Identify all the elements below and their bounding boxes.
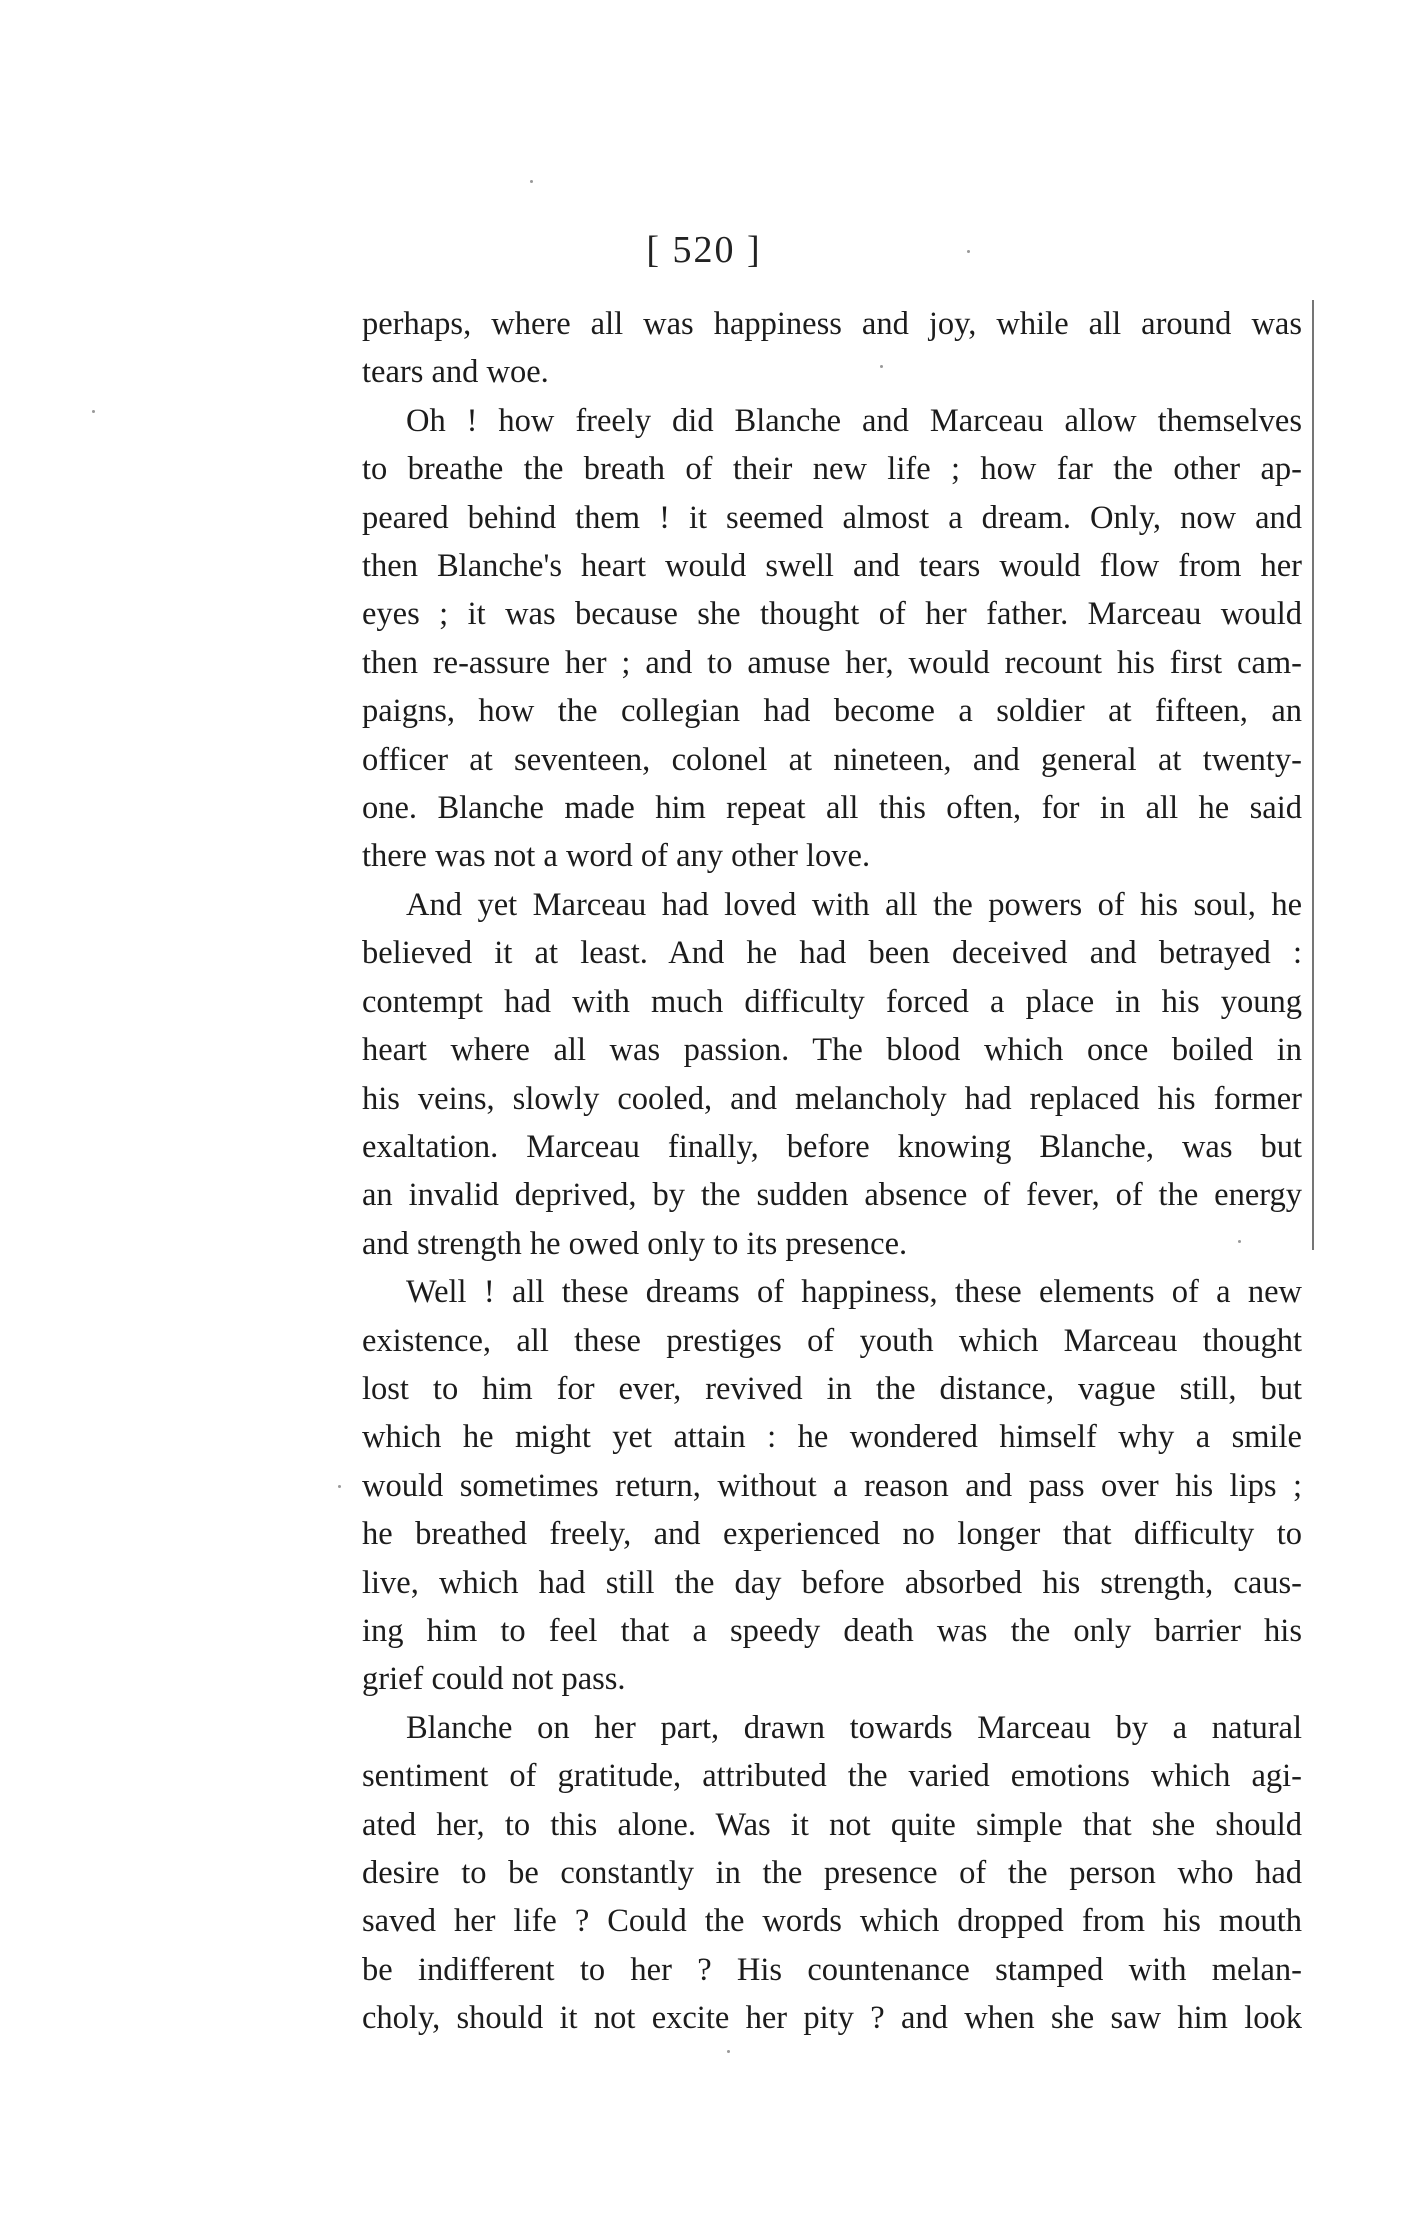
margin-rule — [1312, 300, 1314, 1250]
text-line: paigns, how the collegian had become a soldier at fifteen, an — [362, 693, 1302, 730]
scan-speck — [530, 180, 533, 183]
text-line: one. Blanche made him repeat all this often, for in all he said — [362, 790, 1302, 827]
page-number: [ 520 ] — [646, 229, 762, 271]
text-line: would sometimes return, without a reason and pass over his lips ; — [362, 1467, 1302, 1504]
text-line: lost to him for ever, revived in the distance, vague still, but — [362, 1370, 1302, 1407]
text-line: choly, should it not excite her pity ? and when she saw him look — [362, 2000, 1302, 2037]
text-line: Well ! all these dreams of happiness, these elements of a new — [406, 1274, 1302, 1311]
text-line: believed it at least. And he had been deceived and betrayed : — [362, 935, 1302, 972]
text-line: ing him to feel that a speedy death was the only barrier his — [362, 1612, 1302, 1649]
text-line: saved her life ? Could the words which dropped from his mouth — [362, 1903, 1302, 1940]
text-line: heart where all was passion. The blood which once boiled in — [362, 1032, 1302, 1069]
scan-speck — [1238, 1240, 1241, 1243]
text-line: grief could not pass. — [362, 1661, 626, 1698]
text-line: then re-assure her ; and to amuse her, would recount his first cam- — [362, 644, 1302, 681]
text-line: exaltation. Marceau finally, before knowing Blanche, was but — [362, 1128, 1302, 1165]
scan-speck — [880, 365, 883, 368]
text-line: existence, all these prestiges of youth which Marceau thought — [362, 1322, 1302, 1359]
text-line: peared behind them ! it seemed almost a dream. Only, now and — [362, 499, 1302, 536]
text-line: he breathed freely, and experienced no longer that difficulty to — [362, 1516, 1302, 1553]
text-line: desire to be constantly in the presence of the person who had — [362, 1855, 1302, 1891]
scan-speck — [967, 250, 970, 253]
scan-speck — [338, 1485, 341, 1488]
text-line: contempt had with much difficulty forced a place in his young — [362, 983, 1302, 1020]
text-line: live, which had still the day before absorbed his strength, caus- — [362, 1564, 1302, 1601]
text-line: Blanche on her part, drawn towards Marceau by a natural — [406, 1709, 1302, 1746]
text-line: his veins, slowly cooled, and melancholy had replaced his former — [362, 1080, 1302, 1117]
text-line: and strength he owed only to its presence. — [362, 1225, 908, 1262]
text-line: an invalid deprived, by the sudden absence of fever, of the energy — [362, 1177, 1302, 1214]
text-line: then Blanche's heart would swell and tears would flow from her — [362, 548, 1302, 585]
text-line: eyes ; it was because she thought of her father. Marceau would — [362, 596, 1302, 633]
body-text — [362, 300, 1302, 2043]
text-line: tears and woe. — [362, 354, 549, 391]
text-line: which he might yet attain : he wondered himself why a smile — [362, 1419, 1302, 1456]
text-line: be indifferent to her ? His countenance stamped with melan- — [362, 1951, 1302, 1988]
text-line: Oh ! how freely did Blanche and Marceau allow themselves — [406, 402, 1302, 439]
scan-speck — [727, 2050, 730, 2053]
scan-speck — [92, 410, 95, 413]
text-line: ated her, to this alone. Was it not quite simple that she should — [362, 1806, 1302, 1843]
text-line: there was not a word of any other love. — [362, 838, 871, 875]
text-line: And yet Marceau had loved with all the powers of his soul, he — [406, 886, 1302, 923]
text-line: perhaps, where all was happiness and joy, while all around was — [362, 306, 1302, 342]
text-line: to breathe the breath of their new life ; how far the other ap- — [362, 451, 1302, 488]
text-line: officer at seventeen, colonel at nineteen, and general at twenty- — [362, 741, 1302, 778]
text-line: sentiment of gratitude, attributed the varied emotions which agi- — [362, 1758, 1302, 1795]
